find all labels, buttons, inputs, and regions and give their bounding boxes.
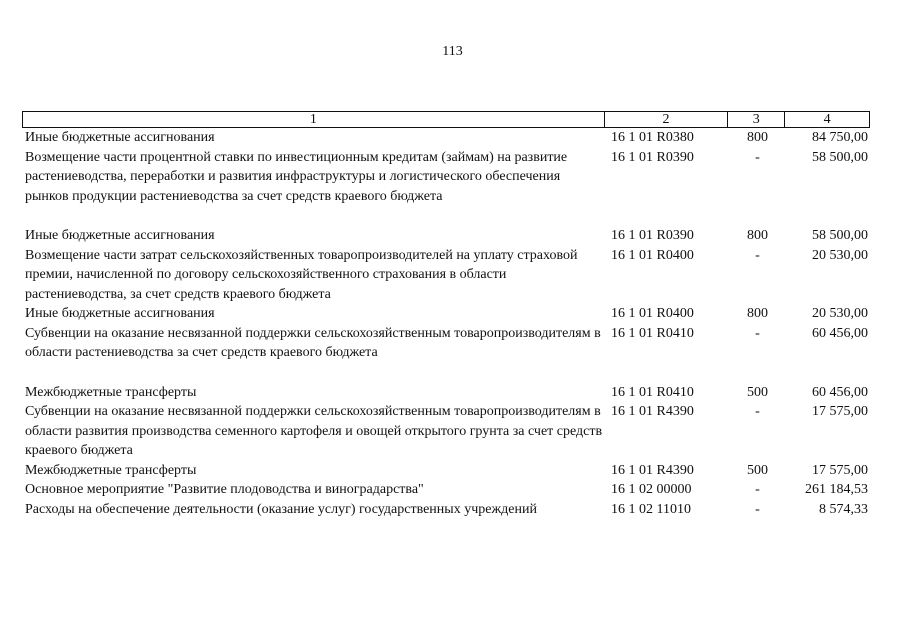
row-code: 16 1 01 R0400 [611,306,694,321]
header-col-2: 2 [605,112,729,127]
row-name: Расходы на обеспечение деятельности (оказание услуг) государственных учреждений [25,501,537,517]
table-row [22,148,870,207]
row-name: Межбюджетные трансферты [25,384,197,400]
row-name: Основное мероприятие "Развитие плодоводства и виноградарства" [25,482,424,497]
table-row [22,304,870,324]
row-type: 800 [747,228,768,243]
table-row [22,246,870,305]
row-name: Возмещение части процентной ставки по инвестиционным кредитам (займам) на развитие растениеводства, переработки и развития инфраструктуры и логистического обеспечения рынков продукции растениеводства за счет средств краевого бюджета [25,149,568,204]
table-header [22,111,870,128]
row-type: - [755,501,760,517]
row-code: 16 1 02 00000 [611,482,692,497]
row-type: 500 [747,384,768,400]
row-amount: 58 500,00 [812,149,868,165]
row-name: Иные бюджетные ассигнования [25,130,215,145]
row-code: 16 1 01 R0390 [611,149,694,165]
row-name: Иные бюджетные ассигнования [25,228,215,243]
table-row [22,324,870,363]
row-spacer [22,363,870,383]
row-type: - [755,247,760,263]
page-number: 113 [442,44,463,59]
row-name: Иные бюджетные ассигнования [25,306,215,321]
header-col-1: 1 [23,112,605,127]
table-row [22,383,870,403]
table-row [22,128,870,148]
table-row [22,480,870,500]
row-amount: 60 456,00 [812,384,868,400]
table-row [22,402,870,461]
row-code: 16 1 01 R0410 [611,384,694,400]
table-body [22,128,870,519]
row-type: - [755,149,760,165]
row-code: 16 1 01 R4390 [611,404,694,419]
row-amount: 84 750,00 [812,130,868,145]
row-code: 16 1 01 R4390 [611,462,694,478]
row-amount: 20 530,00 [812,247,868,263]
row-name: Субвенции на оказание несвязанной поддержки сельскохозяйственным товаропроизводителям в области развития производства семенного картофеля и овощей открытого грунта за счет средств краевого бюджета [25,404,603,458]
row-code: 16 1 01 R0390 [611,228,694,243]
row-amount: 17 575,00 [812,404,868,419]
budget-table [22,111,870,519]
row-code: 16 1 01 R0380 [611,130,694,145]
header-col-4: 4 [823,112,831,127]
row-amount: 60 456,00 [812,325,868,341]
row-type: - [755,404,760,419]
row-code: 16 1 01 R0400 [611,247,694,263]
row-name: Возмещение части затрат сельскохозяйственных товаропроизводителей на уплату страховой премии, начисленной по договору сельскохозяйственного страхования в области растениеводства, за счет средств краевого бюджета [25,247,578,302]
header-col-3: 3 [728,112,785,127]
row-amount: 58 500,00 [812,228,868,243]
row-amount: 17 575,00 [812,462,868,478]
table-row [22,500,870,520]
row-type: 800 [747,306,768,321]
row-code: 16 1 01 R0410 [611,325,694,341]
row-amount: 8 574,33 [819,501,868,517]
table-row [22,461,870,481]
row-type: 500 [747,462,768,478]
row-spacer [22,206,870,226]
table-row [22,226,870,246]
row-type: - [755,325,760,341]
row-name: Межбюджетные трансферты [25,462,197,478]
row-code: 16 1 02 11010 [611,501,691,517]
row-amount: 261 184,53 [805,482,868,497]
row-amount: 20 530,00 [812,306,868,321]
row-name: Субвенции на оказание несвязанной поддержки сельскохозяйственным товаропроизводителям в области растениеводства за счет средств краевого бюджета [25,325,601,360]
row-type: - [755,482,760,497]
row-type: 800 [747,130,768,145]
